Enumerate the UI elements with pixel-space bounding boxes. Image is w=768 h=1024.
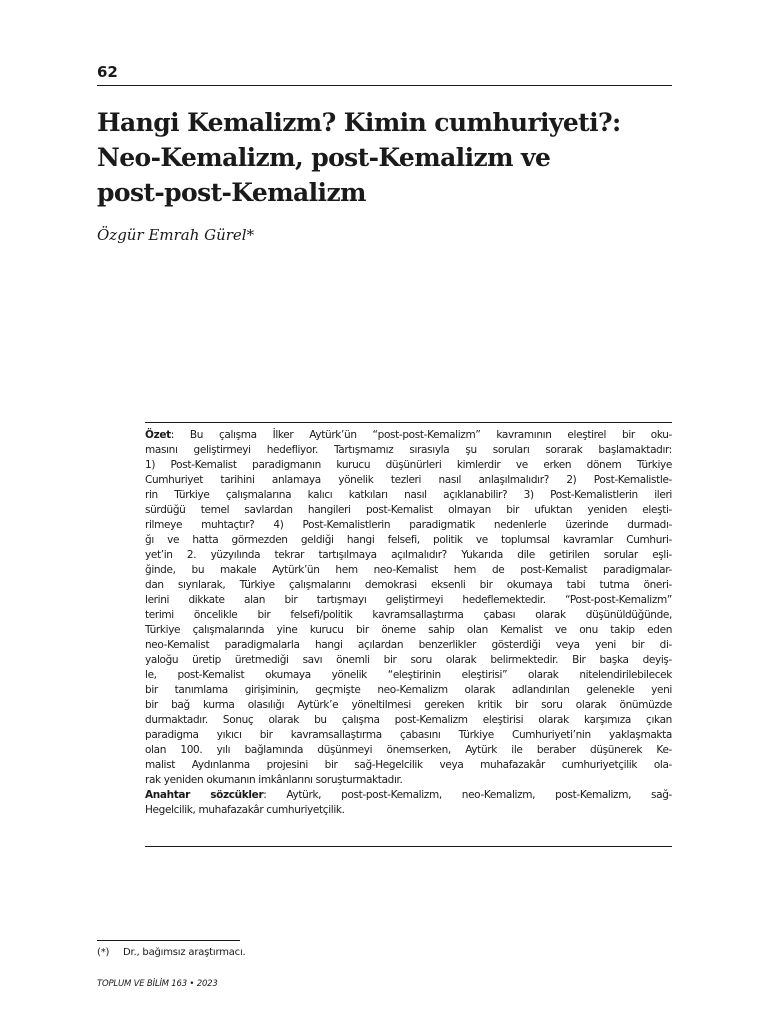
abstract-line: ğı ve hatta görmezden geldiği hangi felsefi, politik ve toplumsal kavramlar Cumhuri- <box>145 534 672 546</box>
keywords-line: Hegelcilik, muhafazakâr cumhuriyetçilik. <box>145 804 345 816</box>
abstract-line: Özet: Bu çalışma İlker Aytürk’ün “post-post-Kemalizm” kavramının eleştirel bir oku- <box>145 429 672 441</box>
keywords-label: Anahtar sözcükler <box>145 789 264 801</box>
abstract-bottom-rule <box>145 846 672 847</box>
page-number: 62 <box>97 63 118 81</box>
abstract-line: rak yeniden okumanın imkânlarını soruşturmaktadır. <box>145 774 403 786</box>
footnote-rule <box>97 940 240 941</box>
abstract-top-rule <box>145 422 672 423</box>
title-line: Hangi Kemalizm? Kimin cumhuriyeti?: <box>97 108 621 137</box>
abstract-line: bir bağ kurma olasılığı Aytürk’e yöneltilmesi gereken kritik bir soru olarak önümüzde <box>145 699 672 711</box>
abstract-line: masını geliştirmeyi hedefliyor. Tartışmamız sırasıyla şu soruları sorarak başlamaktadır: <box>145 444 672 456</box>
abstract-label: Özet <box>145 429 171 441</box>
author-name: Özgür Emrah Gürel* <box>97 226 255 244</box>
abstract-line: le, post-Kemalist okumaya yönelik “eleştirinin eleştirisi” olarak nitelendirilebilecek <box>145 669 672 681</box>
abstract-line: rilmeye muhtaçtır? 4) Post-Kemalistlerin paradigmatik nedenlerle üzerinde durmadı- <box>145 519 672 531</box>
abstract-line: paradigma yıkıcı bir kavramsallaştırma çabasını Türkiye Cumhuriyeti’nin yaklaşmakta <box>145 729 672 741</box>
article-title <box>97 105 697 210</box>
footnote-marker: (*) <box>97 947 110 958</box>
abstract-line: Türkiye çalışmalarında yine kurucu bir öneme sahip olan Kemalist ve onu takip eden <box>145 624 672 636</box>
header-rule <box>97 85 672 86</box>
abstract-line: 1) Post-Kemalist paradigmanın kurucu düşünürleri kimlerdir ve erken dönem Türkiye <box>145 459 672 471</box>
abstract-line: bir tanımlama girişiminin, geçmişte neo-Kemalizm olarak adlandırılan gelenekle yeni <box>145 684 672 696</box>
abstract-line: olan 100. yılı bağlamında düşünmeyi önemserken, Aytürk ile beraber düşünerek Ke- <box>145 744 672 756</box>
abstract-line: yaloğu üretip üretmediği savı önemli bir soru olarak belirmektedir. Bir başka deyiş- <box>145 654 672 666</box>
abstract-line: neo-Kemalist paradigmalarla hangi açılardan benzerlikler gösterdiği veya yeni bir di- <box>145 639 672 651</box>
abstract-line: durmaktadır. Sonuç olarak bu çalışma post-Kemalizm eleştirisi olarak karşımıza çıkan <box>145 714 672 726</box>
abstract-line: yet’in 2. yüzyılında tekrar tartışılmaya açılmalıdır? Yukarıda dile getirilen sorular eşli- <box>145 549 672 561</box>
abstract-line: rin Türkiye çalışmalarına kalıcı katkıları nasıl açıklanabilir? 3) Post-Kemalistlerin ileri <box>145 489 672 501</box>
footnote-text: Dr., bağımsız araştırmacı. <box>123 947 246 958</box>
abstract-line: terimi öncelikle bir felsefi/politik kavramsallaştırma çabası olarak düşünüldüğünde, <box>145 609 672 621</box>
footnote <box>97 946 246 960</box>
keywords-line: Anahtar sözcükler: Aytürk, post-post-Kemalizm, neo-Kemalizm, post-Kemalizm, sağ- <box>145 789 672 801</box>
abstract-line: Cumhuriyet tarihini anlamaya yönelik tezleri nasıl anlaşılmalıdır? 2) Post-Kemalistle- <box>145 474 672 486</box>
abstract-line: sürdüğü temel savlardan hangileri post-Kemalist olmayan bir ufuktan yeniden eleşti- <box>145 504 672 516</box>
abstract-line: dan sıyrılarak, Türkiye çalışmalarını demokrasi eksenli bir okumaya tabi tutma öneri- <box>145 579 672 591</box>
abstract-line: ğinde, bu makale Aytürk’ün hem neo-Kemalist hem de post-Kemalist paradigmalar- <box>145 564 672 576</box>
title-line: post-post-Kemalizm <box>97 178 366 207</box>
abstract-line: malist Aydınlanma projesini bir sağ-Hegelcilik veya muhafazakâr cumhuriyetçilik ola- <box>145 759 672 771</box>
journal-footer: TOPLUM VE BİLİM 163 • 2023 <box>97 979 218 989</box>
title-line: Neo-Kemalizm, post-Kemalizm ve <box>97 143 551 172</box>
abstract-line: lerini dikkate alan bir tartışmayı geliştirmeyi hedeflemektedir. “Post-post-Kemalizm” <box>145 594 672 606</box>
abstract <box>145 428 672 818</box>
